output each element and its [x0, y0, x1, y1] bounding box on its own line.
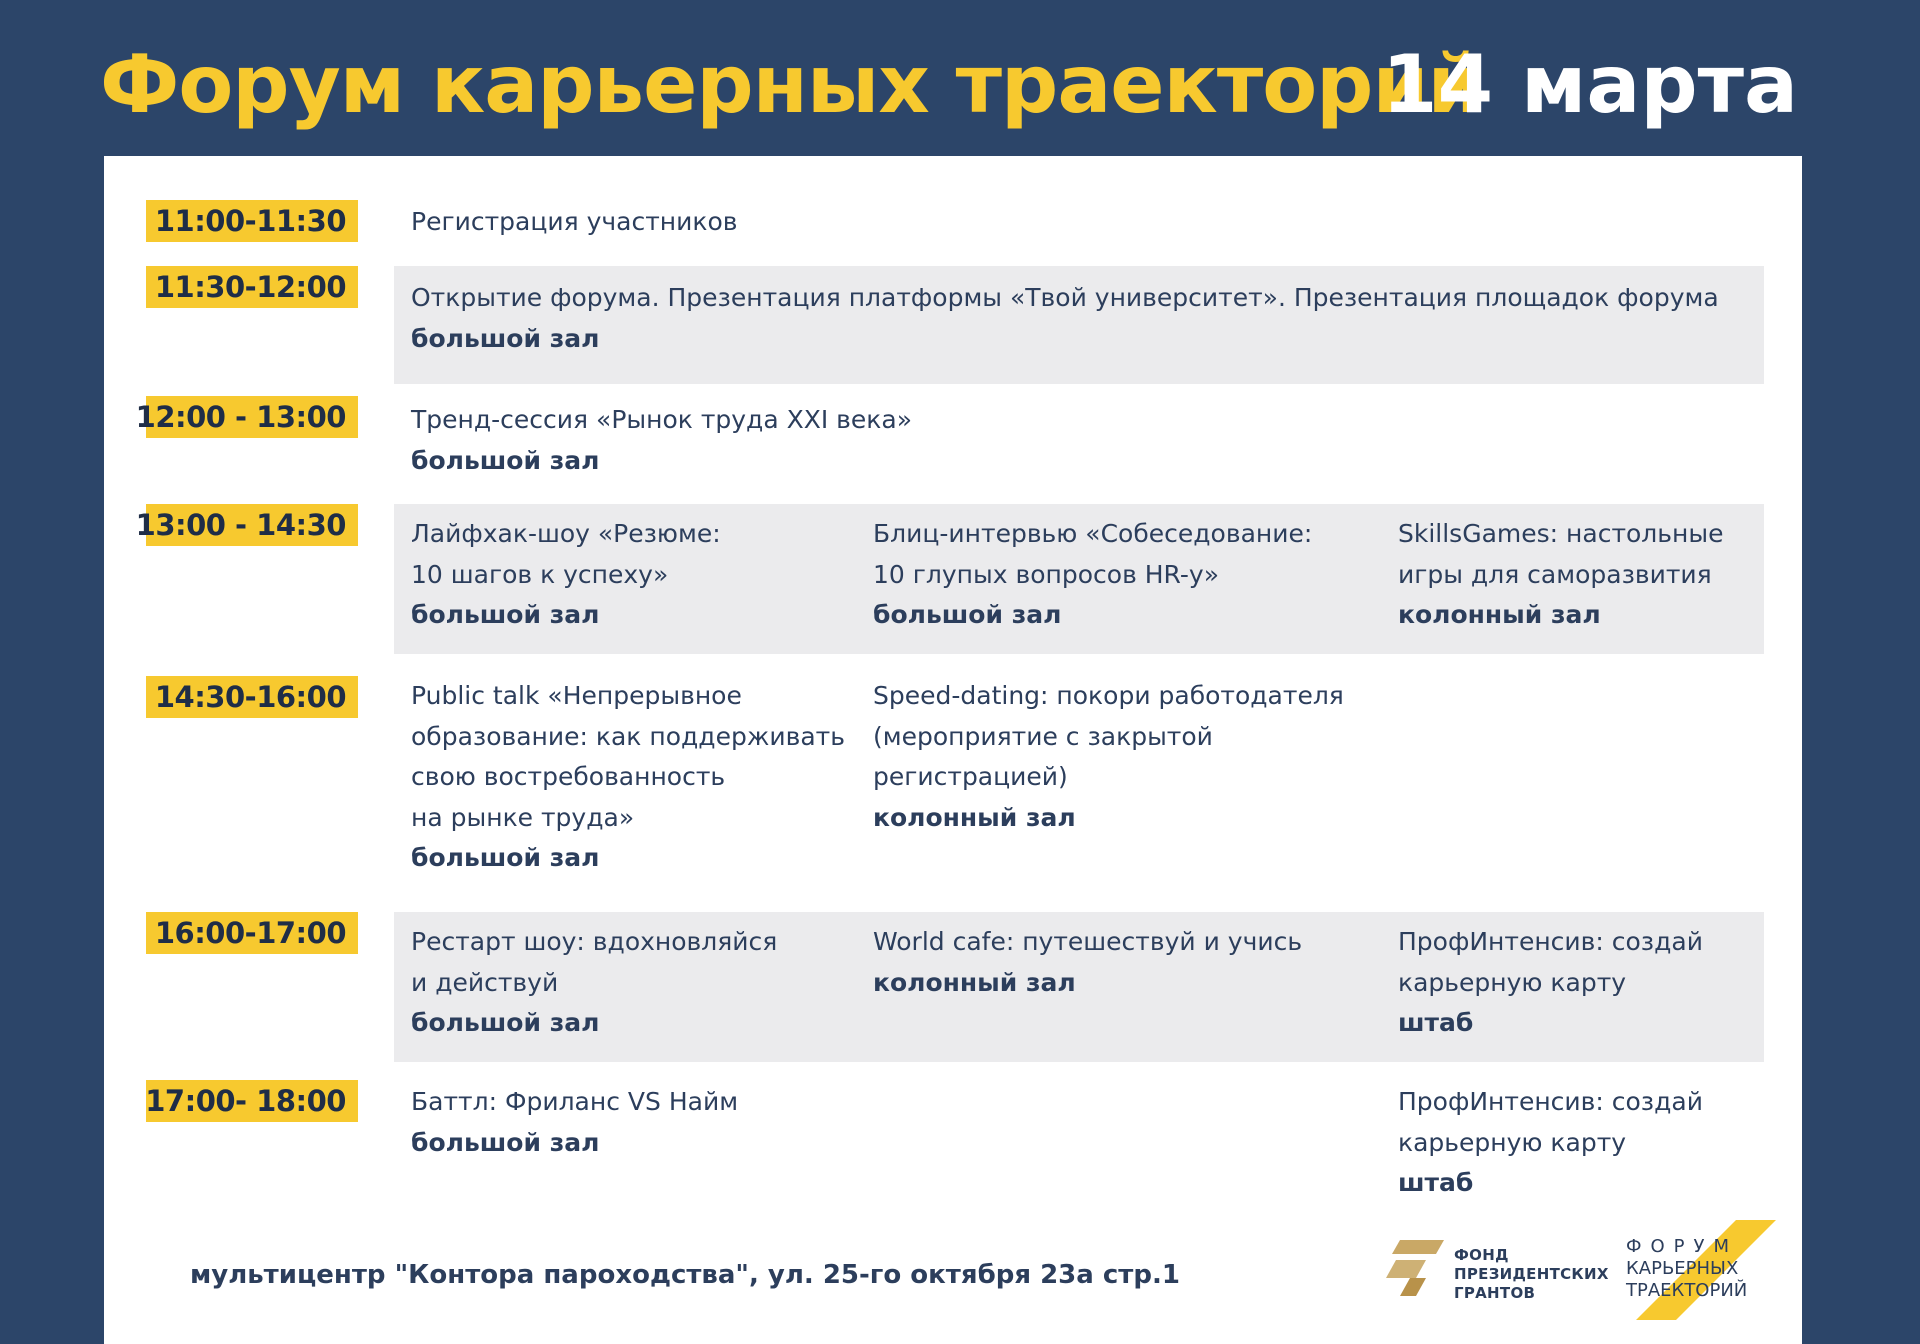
session-venue: большой зал	[411, 843, 600, 872]
session-title: Рестарт шоу: вдохновляйся	[411, 927, 778, 956]
time-badge: 17:00- 18:00	[146, 1080, 358, 1122]
session-title: ПрофИнтенсив: создай	[1398, 927, 1703, 956]
schedule-row	[104, 676, 1802, 886]
schedule-row	[104, 912, 1802, 1062]
session-venue: колонный зал	[1398, 600, 1601, 629]
schedule-row	[104, 396, 1802, 486]
time-badge: 11:30-12:00	[146, 266, 358, 308]
session-title: World cafe: путешествуй и учись	[873, 927, 1303, 956]
session-cell	[1398, 922, 1703, 1044]
session-cell	[873, 514, 1312, 636]
session-title: Регистрация участников	[411, 207, 738, 236]
session-title: регистрацией)	[873, 762, 1068, 791]
session-title: Тренд-сессия «Рынок труда XXI века»	[411, 405, 913, 434]
session-title: Лайфхак-шоу «Резюме:	[411, 519, 721, 548]
session-title: Speed-dating: покори работодателя	[873, 681, 1344, 710]
session-title: образование: как поддерживать	[411, 721, 845, 751]
fund-logo-line: ГРАНТОВ	[1454, 1284, 1536, 1302]
schedule-panel	[104, 156, 1802, 1344]
session-title: Блиц-интервью «Собеседование:	[873, 519, 1313, 548]
session-cell	[873, 922, 1302, 1003]
session-cell	[411, 514, 721, 636]
schedule-row	[104, 504, 1802, 654]
session-title: Public talk «Непрерывное	[411, 681, 742, 710]
forum-logo-line: ТРАЕКТОРИЙ	[1626, 1280, 1748, 1301]
session-title: 10 шагов к успеху»	[411, 559, 669, 589]
session-venue: колонный зал	[873, 967, 1076, 997]
session-title: ПрофИнтенсив: создай	[1398, 1087, 1703, 1116]
fund-logo-line: ПРЕЗИДЕНТСКИХ	[1454, 1265, 1609, 1283]
session-venue: большой зал	[873, 600, 1062, 629]
schedule-row	[104, 200, 1802, 244]
session-cell	[411, 922, 777, 1044]
session-cell	[411, 278, 1719, 359]
session-title: карьерную карту	[1398, 1127, 1627, 1157]
session-title: и действуй	[411, 967, 559, 997]
session-cell	[411, 676, 845, 879]
venue-address: мультицентр "Контора пароходства", ул. 25-го октября 23а стр.1	[190, 1260, 1180, 1290]
schedule-row	[104, 266, 1802, 384]
time-badge: 11:00-11:30	[146, 200, 358, 242]
event-date: 14 марта	[1381, 38, 1798, 131]
session-venue: большой зал	[411, 600, 600, 629]
page-title: Форум карьерных траекторий	[100, 38, 1483, 131]
session-venue: штаб	[1398, 1168, 1474, 1197]
session-title: Открытие форума. Презентация платформы «Твой университет». Презентация площадок форума	[411, 283, 1719, 312]
session-venue: штаб	[1398, 1008, 1474, 1037]
session-title: карьерную карту	[1398, 967, 1627, 997]
session-venue: большой зал	[411, 1008, 600, 1037]
session-cell	[411, 400, 912, 481]
presidential-grants-fund-logo	[1386, 1232, 1608, 1312]
forum-logo-line: КАРЬЕРНЫХ	[1626, 1258, 1739, 1279]
session-cell	[873, 676, 1344, 838]
session-title: 10 глупых вопросов HR-у»	[873, 559, 1220, 589]
fund-logo-line: ФОНД	[1454, 1246, 1509, 1264]
time-badge: 16:00-17:00	[146, 912, 358, 954]
time-badge: 13:00 - 14:30	[146, 504, 358, 546]
time-badge: 12:00 - 13:00	[146, 396, 358, 438]
session-title: игры для саморазвития	[1398, 559, 1712, 589]
session-title: на рынке труда»	[411, 802, 635, 832]
session-title: свою востребованность	[411, 762, 726, 791]
session-cell	[1398, 514, 1723, 636]
session-venue: большой зал	[411, 445, 600, 475]
session-venue: большой зал	[411, 1127, 600, 1157]
forum-logo-line: ФОРУМ	[1626, 1236, 1739, 1257]
session-cell	[411, 1082, 738, 1163]
time-badge: 14:30-16:00	[146, 676, 358, 718]
session-title: Баттл: Фриланс VS Найм	[411, 1087, 739, 1116]
fund-emblem-icon	[1386, 1240, 1444, 1296]
session-title: SkillsGames: настольные	[1398, 519, 1724, 548]
session-title: (мероприятие с закрытой	[873, 721, 1213, 751]
career-forum-logo	[1616, 1220, 1776, 1320]
session-cell	[1398, 1082, 1703, 1204]
session-cell	[411, 202, 738, 243]
session-venue: колонный зал	[873, 802, 1076, 832]
session-venue: большой зал	[411, 323, 600, 353]
schedule-row	[104, 1080, 1802, 1210]
